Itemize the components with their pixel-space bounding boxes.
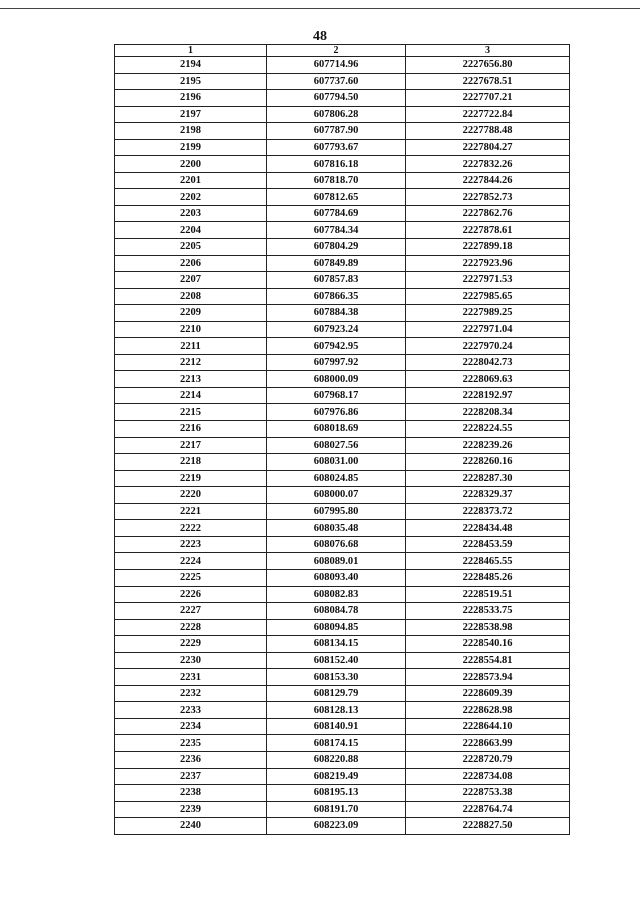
y-coordinate-cell: 2228434.48 bbox=[406, 520, 570, 537]
point-number-cell: 2222 bbox=[115, 520, 267, 537]
y-coordinate-cell: 2227923.96 bbox=[406, 255, 570, 272]
point-number-cell: 2230 bbox=[115, 652, 267, 669]
x-coordinate-cell: 607784.69 bbox=[267, 205, 406, 222]
point-number-cell: 2194 bbox=[115, 57, 267, 74]
table-row bbox=[115, 57, 570, 74]
y-coordinate-cell: 2228192.97 bbox=[406, 387, 570, 404]
x-coordinate-cell: 608220.88 bbox=[267, 751, 406, 768]
x-coordinate-cell: 607866.35 bbox=[267, 288, 406, 305]
point-number-cell: 2209 bbox=[115, 305, 267, 322]
table-row bbox=[115, 338, 570, 355]
table-row bbox=[115, 636, 570, 653]
point-number-cell: 2210 bbox=[115, 321, 267, 338]
y-coordinate-cell: 2228485.26 bbox=[406, 569, 570, 586]
table-row bbox=[115, 536, 570, 553]
y-coordinate-cell: 2227878.61 bbox=[406, 222, 570, 239]
point-number-cell: 2201 bbox=[115, 172, 267, 189]
x-coordinate-cell: 608031.00 bbox=[267, 454, 406, 471]
point-number-cell: 2220 bbox=[115, 487, 267, 504]
point-number-cell: 2240 bbox=[115, 818, 267, 835]
table-row bbox=[115, 106, 570, 123]
table-row bbox=[115, 503, 570, 520]
y-coordinate-cell: 2227832.26 bbox=[406, 156, 570, 173]
y-coordinate-cell: 2228287.30 bbox=[406, 470, 570, 487]
y-coordinate-cell: 2227844.26 bbox=[406, 172, 570, 189]
point-number-cell: 2219 bbox=[115, 470, 267, 487]
x-coordinate-cell: 608140.91 bbox=[267, 718, 406, 735]
point-number-cell: 2232 bbox=[115, 685, 267, 702]
point-number-cell: 2199 bbox=[115, 139, 267, 156]
point-number-cell: 2217 bbox=[115, 437, 267, 454]
y-coordinate-cell: 2227656.80 bbox=[406, 57, 570, 74]
point-number-cell: 2231 bbox=[115, 669, 267, 686]
point-number-cell: 2224 bbox=[115, 553, 267, 570]
page-number: 48 bbox=[313, 29, 327, 44]
y-coordinate-cell: 2227852.73 bbox=[406, 189, 570, 206]
point-number-cell: 2206 bbox=[115, 255, 267, 272]
x-coordinate-cell: 607995.80 bbox=[267, 503, 406, 520]
y-coordinate-cell: 2228538.98 bbox=[406, 619, 570, 636]
point-number-cell: 2235 bbox=[115, 735, 267, 752]
y-coordinate-cell: 2227788.48 bbox=[406, 123, 570, 140]
x-coordinate-cell: 607968.17 bbox=[267, 387, 406, 404]
table-row bbox=[115, 569, 570, 586]
table-row bbox=[115, 454, 570, 471]
x-coordinate-cell: 607812.65 bbox=[267, 189, 406, 206]
point-number-cell: 2195 bbox=[115, 73, 267, 90]
point-number-cell: 2229 bbox=[115, 636, 267, 653]
point-number-cell: 2238 bbox=[115, 785, 267, 802]
point-number-cell: 2221 bbox=[115, 503, 267, 520]
table-row bbox=[115, 619, 570, 636]
table-row bbox=[115, 404, 570, 421]
table-row bbox=[115, 718, 570, 735]
table-row bbox=[115, 652, 570, 669]
point-number-cell: 2213 bbox=[115, 371, 267, 388]
table-row bbox=[115, 586, 570, 603]
y-coordinate-cell: 2228329.37 bbox=[406, 487, 570, 504]
x-coordinate-cell: 607997.92 bbox=[267, 354, 406, 371]
table-row bbox=[115, 123, 570, 140]
x-coordinate-cell: 608153.30 bbox=[267, 669, 406, 686]
x-coordinate-cell: 608191.70 bbox=[267, 801, 406, 818]
x-coordinate-cell: 608024.85 bbox=[267, 470, 406, 487]
table-row bbox=[115, 520, 570, 537]
point-number-cell: 2212 bbox=[115, 354, 267, 371]
point-number-cell: 2211 bbox=[115, 338, 267, 355]
x-coordinate-cell: 607884.38 bbox=[267, 305, 406, 322]
point-number-cell: 2227 bbox=[115, 603, 267, 620]
point-number-cell: 2223 bbox=[115, 536, 267, 553]
y-coordinate-cell: 2228753.38 bbox=[406, 785, 570, 802]
y-coordinate-cell: 2228540.16 bbox=[406, 636, 570, 653]
x-coordinate-cell: 607942.95 bbox=[267, 338, 406, 355]
x-coordinate-cell: 608223.09 bbox=[267, 818, 406, 835]
y-coordinate-cell: 2228628.98 bbox=[406, 702, 570, 719]
x-coordinate-cell: 608076.68 bbox=[267, 536, 406, 553]
point-number-cell: 2233 bbox=[115, 702, 267, 719]
table-row bbox=[115, 272, 570, 289]
table-row bbox=[115, 321, 570, 338]
y-coordinate-cell: 2228373.72 bbox=[406, 503, 570, 520]
table-row bbox=[115, 189, 570, 206]
x-coordinate-cell: 608000.09 bbox=[267, 371, 406, 388]
x-coordinate-cell: 608152.40 bbox=[267, 652, 406, 669]
header-cell-1: 1 bbox=[115, 45, 267, 57]
table-row bbox=[115, 255, 570, 272]
x-coordinate-cell: 608084.78 bbox=[267, 603, 406, 620]
table-row bbox=[115, 818, 570, 835]
y-coordinate-cell: 2228533.75 bbox=[406, 603, 570, 620]
x-coordinate-cell: 608027.56 bbox=[267, 437, 406, 454]
point-number-cell: 2234 bbox=[115, 718, 267, 735]
x-coordinate-cell: 607976.86 bbox=[267, 404, 406, 421]
y-coordinate-cell: 2228069.63 bbox=[406, 371, 570, 388]
point-number-cell: 2205 bbox=[115, 239, 267, 256]
y-coordinate-cell: 2227804.27 bbox=[406, 139, 570, 156]
table-row bbox=[115, 487, 570, 504]
point-number-cell: 2228 bbox=[115, 619, 267, 636]
table-row bbox=[115, 172, 570, 189]
point-number-cell: 2218 bbox=[115, 454, 267, 471]
x-coordinate-cell: 608093.40 bbox=[267, 569, 406, 586]
x-coordinate-cell: 608035.48 bbox=[267, 520, 406, 537]
y-coordinate-cell: 2228734.08 bbox=[406, 768, 570, 785]
y-coordinate-cell: 2227899.18 bbox=[406, 239, 570, 256]
table-row bbox=[115, 751, 570, 768]
point-number-cell: 2202 bbox=[115, 189, 267, 206]
x-coordinate-cell: 608089.01 bbox=[267, 553, 406, 570]
y-coordinate-cell: 2228042.73 bbox=[406, 354, 570, 371]
point-number-cell: 2225 bbox=[115, 569, 267, 586]
x-coordinate-cell: 607923.24 bbox=[267, 321, 406, 338]
y-coordinate-cell: 2228453.59 bbox=[406, 536, 570, 553]
x-coordinate-cell: 607793.67 bbox=[267, 139, 406, 156]
x-coordinate-cell: 608174.15 bbox=[267, 735, 406, 752]
point-number-cell: 2200 bbox=[115, 156, 267, 173]
x-coordinate-cell: 607787.90 bbox=[267, 123, 406, 140]
table-row bbox=[115, 470, 570, 487]
table-row bbox=[115, 603, 570, 620]
x-coordinate-cell: 608134.15 bbox=[267, 636, 406, 653]
table-row bbox=[115, 702, 570, 719]
table-row bbox=[115, 354, 570, 371]
table-row bbox=[115, 73, 570, 90]
point-number-cell: 2239 bbox=[115, 801, 267, 818]
point-number-cell: 2198 bbox=[115, 123, 267, 140]
y-coordinate-cell: 2228208.34 bbox=[406, 404, 570, 421]
point-number-cell: 2196 bbox=[115, 90, 267, 107]
table-row bbox=[115, 437, 570, 454]
table-row bbox=[115, 90, 570, 107]
y-coordinate-cell: 2227722.84 bbox=[406, 106, 570, 123]
x-coordinate-cell: 607737.60 bbox=[267, 73, 406, 90]
y-coordinate-cell: 2227971.53 bbox=[406, 272, 570, 289]
y-coordinate-cell: 2228663.99 bbox=[406, 735, 570, 752]
point-number-cell: 2197 bbox=[115, 106, 267, 123]
x-coordinate-cell: 608094.85 bbox=[267, 619, 406, 636]
y-coordinate-cell: 2227989.25 bbox=[406, 305, 570, 322]
table-row bbox=[115, 239, 570, 256]
y-coordinate-cell: 2228239.26 bbox=[406, 437, 570, 454]
table-row bbox=[115, 735, 570, 752]
table-row bbox=[115, 222, 570, 239]
table-row bbox=[115, 421, 570, 438]
x-coordinate-cell: 608219.49 bbox=[267, 768, 406, 785]
header-cell-2: 2 bbox=[267, 45, 406, 57]
point-number-cell: 2236 bbox=[115, 751, 267, 768]
y-coordinate-cell: 2228573.94 bbox=[406, 669, 570, 686]
table-row bbox=[115, 156, 570, 173]
x-coordinate-cell: 607804.29 bbox=[267, 239, 406, 256]
table-row bbox=[115, 768, 570, 785]
header-cell-3: 3 bbox=[406, 45, 570, 57]
x-coordinate-cell: 608129.79 bbox=[267, 685, 406, 702]
y-coordinate-cell: 2228609.39 bbox=[406, 685, 570, 702]
y-coordinate-cell: 2228224.55 bbox=[406, 421, 570, 438]
x-coordinate-cell: 608000.07 bbox=[267, 487, 406, 504]
x-coordinate-cell: 607794.50 bbox=[267, 90, 406, 107]
table-row bbox=[115, 139, 570, 156]
table-row bbox=[115, 387, 570, 404]
table-row bbox=[115, 205, 570, 222]
x-coordinate-cell: 607714.96 bbox=[267, 57, 406, 74]
table-row bbox=[115, 371, 570, 388]
table-row bbox=[115, 685, 570, 702]
y-coordinate-cell: 2227678.51 bbox=[406, 73, 570, 90]
y-coordinate-cell: 2228465.55 bbox=[406, 553, 570, 570]
y-coordinate-cell: 2227862.76 bbox=[406, 205, 570, 222]
x-coordinate-cell: 607784.34 bbox=[267, 222, 406, 239]
point-number-cell: 2216 bbox=[115, 421, 267, 438]
x-coordinate-cell: 607857.83 bbox=[267, 272, 406, 289]
x-coordinate-cell: 607818.70 bbox=[267, 172, 406, 189]
point-number-cell: 2204 bbox=[115, 222, 267, 239]
table-row bbox=[115, 669, 570, 686]
table-row bbox=[115, 801, 570, 818]
point-number-cell: 2226 bbox=[115, 586, 267, 603]
y-coordinate-cell: 2227970.24 bbox=[406, 338, 570, 355]
coordinates-table bbox=[114, 44, 570, 835]
point-number-cell: 2237 bbox=[115, 768, 267, 785]
y-coordinate-cell: 2228519.51 bbox=[406, 586, 570, 603]
table-row bbox=[115, 305, 570, 322]
top-rule bbox=[0, 8, 640, 9]
y-coordinate-cell: 2228764.74 bbox=[406, 801, 570, 818]
table-body bbox=[115, 45, 570, 835]
x-coordinate-cell: 608128.13 bbox=[267, 702, 406, 719]
table-row bbox=[115, 288, 570, 305]
x-coordinate-cell: 607816.18 bbox=[267, 156, 406, 173]
x-coordinate-cell: 607849.89 bbox=[267, 255, 406, 272]
point-number-cell: 2214 bbox=[115, 387, 267, 404]
point-number-cell: 2207 bbox=[115, 272, 267, 289]
x-coordinate-cell: 607806.28 bbox=[267, 106, 406, 123]
x-coordinate-cell: 608195.13 bbox=[267, 785, 406, 802]
y-coordinate-cell: 2227707.21 bbox=[406, 90, 570, 107]
y-coordinate-cell: 2227985.65 bbox=[406, 288, 570, 305]
y-coordinate-cell: 2228720.79 bbox=[406, 751, 570, 768]
table-row bbox=[115, 553, 570, 570]
table-header-row bbox=[115, 45, 570, 57]
table-row bbox=[115, 785, 570, 802]
point-number-cell: 2208 bbox=[115, 288, 267, 305]
y-coordinate-cell: 2228554.81 bbox=[406, 652, 570, 669]
y-coordinate-cell: 2228260.16 bbox=[406, 454, 570, 471]
y-coordinate-cell: 2228644.10 bbox=[406, 718, 570, 735]
point-number-cell: 2215 bbox=[115, 404, 267, 421]
x-coordinate-cell: 608082.83 bbox=[267, 586, 406, 603]
x-coordinate-cell: 608018.69 bbox=[267, 421, 406, 438]
point-number-cell: 2203 bbox=[115, 205, 267, 222]
y-coordinate-cell: 2227971.04 bbox=[406, 321, 570, 338]
y-coordinate-cell: 2228827.50 bbox=[406, 818, 570, 835]
